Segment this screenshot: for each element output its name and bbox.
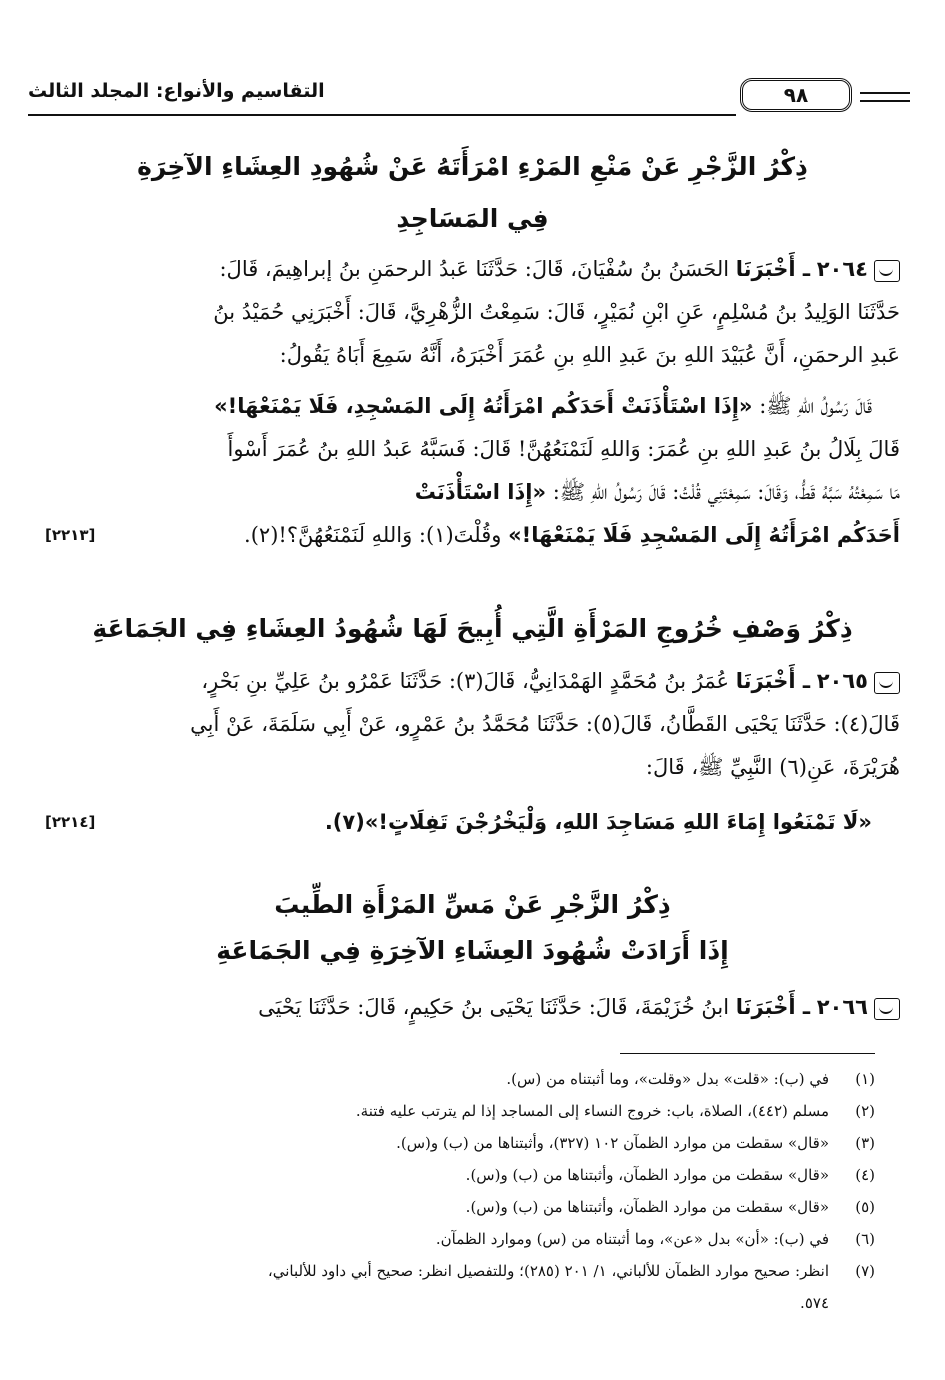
hadith-reference: [٢٢١٣] xyxy=(45,526,96,544)
hadith-number: ٢٠٦٦ xyxy=(816,995,868,1019)
hadith-number: ٢٠٦٤ xyxy=(816,257,868,281)
prophetic-quote: «إِذَا اسْتَأْذَنَتْ xyxy=(414,480,547,504)
footnote-separator xyxy=(620,1053,875,1054)
footnote-text: «قال» سقطت من موارد الظمآن، وأثبتناها من (ب) و(س). xyxy=(465,1198,829,1216)
hadith-reference: [٢٢١٤] xyxy=(45,813,96,831)
footnote xyxy=(45,1191,875,1223)
akhbarana-label: أَخْبَرَنَا xyxy=(735,669,796,693)
hadith-text: عُمَرُ بنُ مُحَمَّدٍ الهَمْدَانِيُّ، قَالَ(٣): حَدَّثَنَا عَمْرُو بنُ عَلِيِّ بنِ بَحْرٍ، xyxy=(201,669,730,693)
footnote xyxy=(45,1127,875,1159)
prophetic-quote: أَحَدَكُم امْرَأَتُهُ إِلَى المَسْجِدِ فَلَا يَمْنَعْهَا!» xyxy=(508,523,900,547)
footnotes xyxy=(45,1063,875,1319)
footnote-number: (٥) xyxy=(855,1198,875,1216)
footnote-text: في (ب): «قلت» بدل «وقلت»، وما أثبتناه من (س). xyxy=(506,1070,829,1088)
header-double-rule xyxy=(860,92,910,102)
footnote xyxy=(45,1223,875,1255)
page-number: ٩٨ xyxy=(740,78,852,112)
footnote-number: (٢) xyxy=(855,1102,875,1120)
footnote-number: (١) xyxy=(855,1070,875,1088)
footnote xyxy=(45,1063,875,1095)
akhbarana-label: أَخْبَرَنَا xyxy=(735,257,796,281)
hadith-text: الحَسَنُ بنُ سُفْيَانَ، قَالَ: حَدَّثَنَا عَبدُ الرحمَنِ بنُ إبراهِيمَ، قَالَ: xyxy=(219,257,730,281)
footnote xyxy=(45,1095,875,1127)
hadith-text: عَبدِ الرحمَنِ، أَنَّ عُبَيْدَ اللهِ بنَ عَبدِ اللهِ بنِ عُمَرَ أَخْبَرَهُ، أَنَّهُ سَمِعَ أَبَاهُ يَقُولُ: xyxy=(279,343,900,367)
hadith-text: هُرَيْرَةَ، عَنِ(٦) النَّبِيِّ ﷺ، قَالَ: xyxy=(645,755,900,779)
section-heading: ذِكْرُ وَصْفِ خُرُوجِ المَرْأَةِ الَّتِي أُبِيحَ لَهَا شُهُودُ العِشَاءِ فِي الجَمَاعَةِ xyxy=(92,614,853,643)
section-heading-continued: فِي المَسَاجِدِ xyxy=(396,204,549,233)
page-header xyxy=(28,78,913,118)
hadith-text: وقُلْتَ(١): وَاللهِ لَنَمْنَعُهُنَّ؟!(٢). xyxy=(244,523,502,547)
hadith-marker-icon xyxy=(874,672,900,694)
footnote-text: انظر: صحيح موارد الظمآن للألباني، ١/ ٢٠١ (٢٨٥)؛ وللتفصيل انظر: صحيح أبي داود للألباني، xyxy=(267,1262,829,1280)
footnote-text: «قال» سقطت من موارد الظمآن، وأثبتناها من (ب) و(س). xyxy=(465,1166,829,1184)
footnote-number: (٧) xyxy=(855,1262,875,1280)
hadith-text: قَالَ(٤): حَدَّثَنَا يَحْيَى القَطَّانُ، قَالَ(٥): حَدَّثَنَا مُحَمَّدُ بنُ عَمْرٍو، عَنْ أَبِي سَلَمَةَ، عَنْ أَبِي xyxy=(190,712,900,736)
footnote-continuation: ٥٧٤. xyxy=(800,1294,829,1312)
prophetic-quote: «لَا تَمْنَعُوا إِمَاءَ اللهِ مَسَاجِدَ اللهِ، وَلْيَخْرُجْنَ تَفِلَاتٍ!»(٧). xyxy=(324,810,872,834)
hadith-2064: ٢٠٦٤ ـ أَخْبَرَنَا الحَسَنُ بنُ سُفْيَانَ، قَالَ: حَدَّثَنَا عَبدُ الرحمَنِ بنُ إبراهِيمَ، قَالَ: حَدَّثَنَا الوَلِيدُ بنُ مُسْلِمٍ، عَنِ ابْنِ نُمَيْرٍ، قَالَ: سَمِعْتُ الزُّهْرِيَّ، قَالَ: أَخْبَرَنِي حُمَيْدُ بنُ عَبدِ الرحمَنِ، أَنَّ عُبَيْدَ اللهِ بنَ عَبدِ اللهِ بنِ عُمَرَ أَخْبَرَهُ، أَنَّهُ سَمِعَ أَبَاهُ يَقُولُ: قَالَ رَسُولُ اللهِ ﷺ: «إِذَا اسْتَأْذَنَتْ أَحَدَكُم امْرَأَتُهُ إِلَى المَسْجِدِ، فَلَا يَمْنَعْهَا!» قَالَ بِلَالُ بنُ عَبدِ اللهِ بنِ عُمَرَ: وَاللهِ لَنَمْنَعُهُنَّ! قَالَ: فَسَبَّهُ عَبدُ اللهِ بنُ عُمَرَ أَسْوأَ مَا سَمِعْتُهُ سَبَّهُ قَطُّ، وَقَالَ: سَمِعْتَنِي قُلْتُ: قَالَ رَسُولُ اللهِ ﷺ: «إِذَا اسْتَأْذَنَتْ أَحَدَكُم امْرَأَتُهُ إِلَى المَسْجِدِ فَلَا يَمْنَعْهَا!» وقُلْتَ(١): وَاللهِ لَنَمْنَعُهُنَّ؟!(٢). [٢٢١٣] xyxy=(45,248,900,557)
footnote-text: في (ب): «أن» بدل «عن»، وما أثبتناه من (س) وموارد الظمآن. xyxy=(435,1230,829,1248)
akhbarana-label: أَخْبَرَنَا xyxy=(735,995,796,1019)
section-heading-continued: إِذَا أَرَادَتْ شُهُودَ العِشَاءِ الآخِرَةِ فِي الجَمَاعَةِ xyxy=(216,936,729,965)
hadith-text: ابنُ خُزَيْمَةَ، قَالَ: حَدَّثَنَا يَحْيَى بنُ حَكِيمٍ، قَالَ: حَدَّثَنَا يَحْيَى xyxy=(258,995,730,1019)
footnote-text: مسلم (٤٤٢)، الصلاة، باب: خروج النساء إلى المساجد إذا لم يترتب عليه فتنة. xyxy=(355,1102,829,1120)
hadith-2065: ٢٠٦٥ ـ أَخْبَرَنَا عُمَرُ بنُ مُحَمَّدٍ الهَمْدَانِيُّ، قَالَ(٣): حَدَّثَنَا عَمْرُو بنُ عَلِيِّ بنِ بَحْرٍ، قَالَ(٤): حَدَّثَنَا يَحْيَى القَطَّانُ، قَالَ(٥): حَدَّثَنَا مُحَمَّدُ بنُ عَمْرٍو، عَنْ أَبِي سَلَمَةَ، عَنْ أَبِي هُرَيْرَةَ، عَنِ(٦) النَّبِيِّ ﷺ، قَالَ: «لَا تَمْنَعُوا إِمَاءَ اللهِ مَسَاجِدَ اللهِ، وَلْيَخْرُجْنَ تَفِلَاتٍ!»(٧). [٢٢١٤] xyxy=(45,660,900,844)
hadith-text: حَدَّثَنَا الوَلِيدُ بنُ مُسْلِمٍ، عَنِ ابْنِ نُمَيْرٍ، قَالَ: سَمِعْتُ الزُّهْرِيَّ، قَالَ: أَخْبَرَنِي حُمَيْدُ بنُ xyxy=(213,300,900,324)
header-rule xyxy=(28,114,736,116)
prophetic-quote: «إِذَا اسْتَأْذَنَتْ أَحَدَكُم امْرَأَتُهُ إِلَى المَسْجِدِ، فَلَا يَمْنَعْهَا!» xyxy=(214,394,753,418)
running-title: التقاسيم والأنواع: المجلد الثالث xyxy=(28,80,325,102)
footnote xyxy=(45,1255,875,1287)
hadith-text: قَالَ بِلَالُ بنُ عَبدِ اللهِ بنِ عُمَرَ: وَاللهِ لَنَمْنَعُهُنَّ! قَالَ: فَسَبَّهُ عَبدُ اللهِ بنُ عُمَرَ أَسْوأَ xyxy=(227,437,900,461)
hadith-number: ٢٠٦٥ xyxy=(816,669,868,693)
hadith-text: مَا سَمِعْتُهُ سَبَّهُ قَطُّ، وَقَالَ: سَمِعْتَنِي قُلْتُ: قَالَ رَسُولُ اللهِ ﷺ: xyxy=(552,480,900,504)
footnote xyxy=(45,1159,875,1191)
hadith-marker-icon xyxy=(874,998,900,1020)
footnote-number: (٦) xyxy=(855,1230,875,1248)
hadith-text: قَالَ رَسُولُ اللهِ ﷺ: xyxy=(759,394,872,418)
footnote-text: «قال» سقطت من موارد الظمآن ١٠٢ (٣٢٧)، وأثبتناها من (ب) و(س). xyxy=(396,1134,829,1152)
footnote-number: (٤) xyxy=(855,1166,875,1184)
section-heading: ذِكْرُ الزَّجْرِ عَنْ مَسِّ المَرْأَةِ الطِّيبَ xyxy=(274,890,671,919)
footnote-number: (٣) xyxy=(855,1134,875,1152)
hadith-2066: ٢٠٦٦ ـ أَخْبَرَنَا ابنُ خُزَيْمَةَ، قَالَ: حَدَّثَنَا يَحْيَى بنُ حَكِيمٍ، قَالَ: حَدَّثَنَا يَحْيَى xyxy=(45,986,900,1029)
section-heading: ذِكْرُ الزَّجْرِ عَنْ مَنْعِ المَرْءِ امْرَأَتَهُ عَنْ شُهُودِ العِشَاءِ الآخِرَةِ xyxy=(137,152,808,181)
hadith-marker-icon xyxy=(874,260,900,282)
